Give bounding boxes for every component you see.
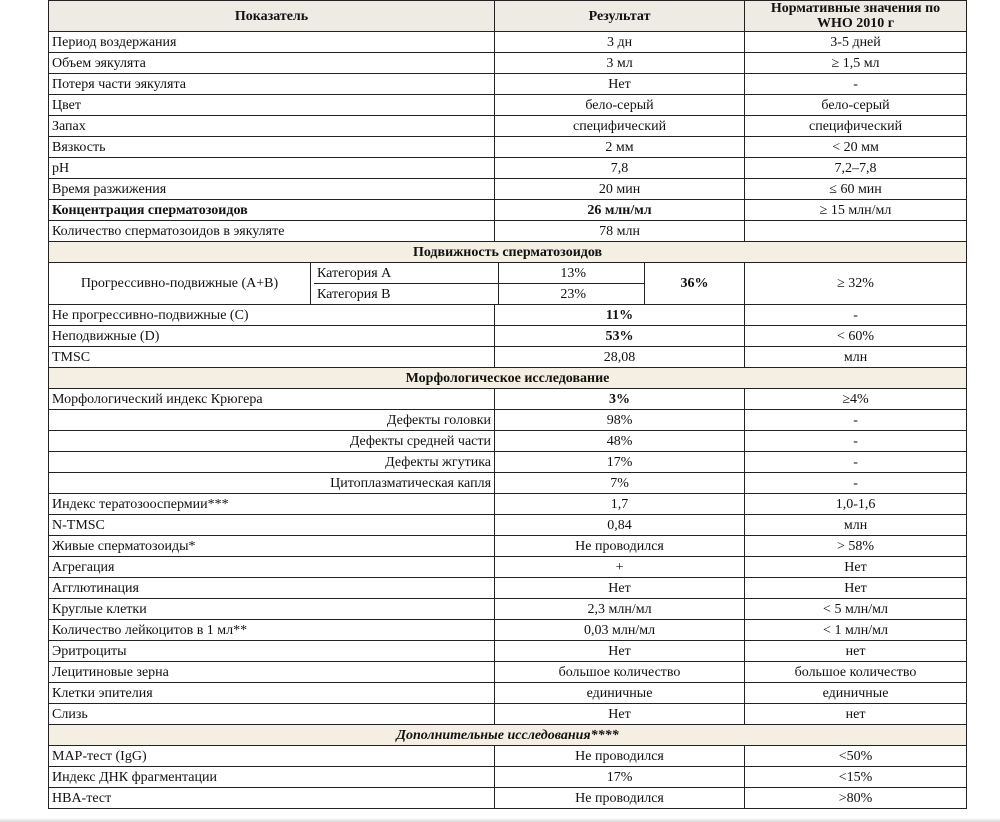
row-result: 0,84 <box>495 515 745 536</box>
table-row <box>49 116 967 137</box>
table-row <box>49 74 967 95</box>
table-row <box>49 515 967 536</box>
semen-analysis-table <box>48 0 967 809</box>
row-label: Агглютинация <box>49 578 495 599</box>
row-norm: ≤ 60 мин <box>745 179 967 200</box>
table-row <box>49 557 967 578</box>
row-norm: - <box>745 74 967 95</box>
header-norm-line2: WHO 2010 г <box>816 16 895 31</box>
row-norm: единичные <box>745 683 967 704</box>
row-norm: Нет <box>745 578 967 599</box>
section-title: Дополнительные исследования**** <box>49 725 967 746</box>
table-row <box>49 746 967 767</box>
section-title: Подвижность сперматозоидов <box>49 242 967 263</box>
kruger-norm: ≥4% <box>745 389 967 410</box>
category-b-value: 23% <box>560 286 587 302</box>
row-label: Потеря части эякулята <box>49 74 495 95</box>
row-result: специфический <box>495 116 745 137</box>
defect-label: Дефекты жгутика <box>49 452 495 473</box>
table-row <box>49 662 967 683</box>
defect-result: 48% <box>495 431 745 452</box>
table-row <box>49 704 967 725</box>
defect-norm: - <box>745 473 967 494</box>
row-norm: млн <box>745 347 967 368</box>
row-result: 28,08 <box>495 347 745 368</box>
defect-result: 17% <box>495 452 745 473</box>
table-row-kruger <box>49 389 967 410</box>
row-result: 3 дн <box>495 32 745 53</box>
row-label: N-TMSC <box>49 515 495 536</box>
defect-result: 98% <box>495 410 745 431</box>
row-result: 3 мл <box>495 53 745 74</box>
defect-label: Дефекты средней части <box>49 431 495 452</box>
row-label: Индекс тератозооспермии*** <box>49 494 495 515</box>
row-result: бело-серый <box>495 95 745 116</box>
row-result: 26 млн/мл <box>495 200 745 221</box>
row-label: Вязкость <box>49 137 495 158</box>
table-row <box>49 95 967 116</box>
table-row <box>49 683 967 704</box>
table-row-progressive <box>49 263 967 305</box>
row-result: Не проводился <box>495 788 745 809</box>
table-row <box>49 641 967 662</box>
category-a-row <box>314 263 645 284</box>
row-norm: большое количество <box>745 662 967 683</box>
row-label: Цвет <box>49 95 495 116</box>
row-result: 11% <box>495 305 745 326</box>
progressive-label: Прогрессивно-подвижные (A+B) <box>49 263 311 305</box>
row-norm: < 60% <box>745 326 967 347</box>
table-row <box>49 53 967 74</box>
progressive-norm: ≥ 32% <box>745 263 967 305</box>
page-bottom-edge <box>0 818 1000 822</box>
table-row-defect <box>49 410 967 431</box>
table-row <box>49 137 967 158</box>
row-label: Слизь <box>49 704 495 725</box>
row-label: Не прогрессивно-подвижные (С) <box>49 305 495 326</box>
row-result: 53% <box>495 326 745 347</box>
table-row <box>49 536 967 557</box>
row-norm: 7,2–7,8 <box>745 158 967 179</box>
table-row <box>49 179 967 200</box>
row-label: Объем эякулята <box>49 53 495 74</box>
table-row <box>49 578 967 599</box>
row-label: MAP-тест (IgG) <box>49 746 495 767</box>
row-result: + <box>495 557 745 578</box>
row-result: 20 мин <box>495 179 745 200</box>
row-result: 17% <box>495 767 745 788</box>
row-norm: бело-серый <box>745 95 967 116</box>
table-row <box>49 788 967 809</box>
row-label: Лецитиновые зерна <box>49 662 495 683</box>
row-result: большое количество <box>495 662 745 683</box>
section-header-motility <box>49 242 967 263</box>
table-header-row <box>49 1 967 32</box>
section-header-morphology <box>49 368 967 389</box>
category-subtable-cell <box>311 263 645 305</box>
row-result: 0,03 млн/мл <box>495 620 745 641</box>
row-label: Живые сперматозоиды* <box>49 536 495 557</box>
defect-norm: - <box>745 431 967 452</box>
row-result: Нет <box>495 74 745 95</box>
row-result: Не проводился <box>495 536 745 557</box>
row-norm: специфический <box>745 116 967 137</box>
defect-norm: - <box>745 410 967 431</box>
row-result: 7,8 <box>495 158 745 179</box>
row-norm: < 20 мм <box>745 137 967 158</box>
row-label: Время разжижения <box>49 179 495 200</box>
category-b-row <box>314 284 645 305</box>
header-norm-line1: Нормативные значения по <box>770 1 941 16</box>
category-subtable <box>314 263 645 304</box>
row-norm: млн <box>745 515 967 536</box>
header-result: Результат <box>495 1 745 32</box>
row-label: Период воздержания <box>49 32 495 53</box>
table-row <box>49 620 967 641</box>
progressive-total: 36% <box>645 263 745 305</box>
row-norm: 1,0-1,6 <box>745 494 967 515</box>
table-row-defect <box>49 431 967 452</box>
row-label: Количество лейкоцитов в 1 мл** <box>49 620 495 641</box>
row-result: Не проводился <box>495 746 745 767</box>
row-norm: нет <box>745 641 967 662</box>
table-row-defect <box>49 452 967 473</box>
table-row <box>49 221 967 242</box>
defect-norm: - <box>745 452 967 473</box>
row-label: Концентрация сперматозоидов <box>49 200 495 221</box>
table-row <box>49 32 967 53</box>
row-label: Агрегация <box>49 557 495 578</box>
table-row <box>49 347 967 368</box>
row-norm: > 58% <box>745 536 967 557</box>
defect-result: 7% <box>495 473 745 494</box>
section-header-additional <box>49 725 967 746</box>
row-result: Нет <box>495 578 745 599</box>
table-row <box>49 494 967 515</box>
header-indicator: Показатель <box>49 1 495 32</box>
row-result: 1,7 <box>495 494 745 515</box>
row-label: Круглые клетки <box>49 599 495 620</box>
category-a-value: 13% <box>498 263 645 284</box>
row-result: Нет <box>495 641 745 662</box>
table-row <box>49 326 967 347</box>
row-result: 78 млн <box>495 221 745 242</box>
row-result: 2,3 млн/мл <box>495 599 745 620</box>
row-label: pH <box>49 158 495 179</box>
row-norm: нет <box>745 704 967 725</box>
row-norm: >80% <box>745 788 967 809</box>
kruger-label: Морфологический индекс Крюгера <box>49 389 495 410</box>
row-norm: <50% <box>745 746 967 767</box>
row-label: Запах <box>49 116 495 137</box>
row-norm: ≥ 15 млн/мл <box>745 200 967 221</box>
row-label: Клетки эпителия <box>49 683 495 704</box>
table-row-defect <box>49 473 967 494</box>
row-norm <box>745 221 967 242</box>
category-b-label: Категория В <box>314 284 498 305</box>
row-norm: < 5 млн/мл <box>745 599 967 620</box>
row-label: HBA-тест <box>49 788 495 809</box>
row-label: TMSC <box>49 347 495 368</box>
row-label: Эритроциты <box>49 641 495 662</box>
kruger-result: 3% <box>495 389 745 410</box>
row-label: Индекс ДНК фрагментации <box>49 767 495 788</box>
defect-label: Цитоплазматическая капля <box>49 473 495 494</box>
row-result: 2 мм <box>495 137 745 158</box>
row-norm: <15% <box>745 767 967 788</box>
row-result: единичные <box>495 683 745 704</box>
row-norm: Нет <box>745 557 967 578</box>
row-norm: < 1 млн/мл <box>745 620 967 641</box>
row-norm: 3-5 дней <box>745 32 967 53</box>
defect-label: Дефекты головки <box>49 410 495 431</box>
table-row <box>49 767 967 788</box>
header-norm <box>745 1 967 32</box>
table-row <box>49 599 967 620</box>
section-title: Морфологическое исследование <box>49 368 967 389</box>
row-label: Неподвижные (D) <box>49 326 495 347</box>
row-result: Нет <box>495 704 745 725</box>
table-row <box>49 200 967 221</box>
category-a-label: Категория А <box>314 263 498 284</box>
row-norm: - <box>745 305 967 326</box>
table-row <box>49 158 967 179</box>
table-row <box>49 305 967 326</box>
row-norm: ≥ 1,5 мл <box>745 53 967 74</box>
row-label: Количество сперматозоидов в эякуляте <box>49 221 495 242</box>
